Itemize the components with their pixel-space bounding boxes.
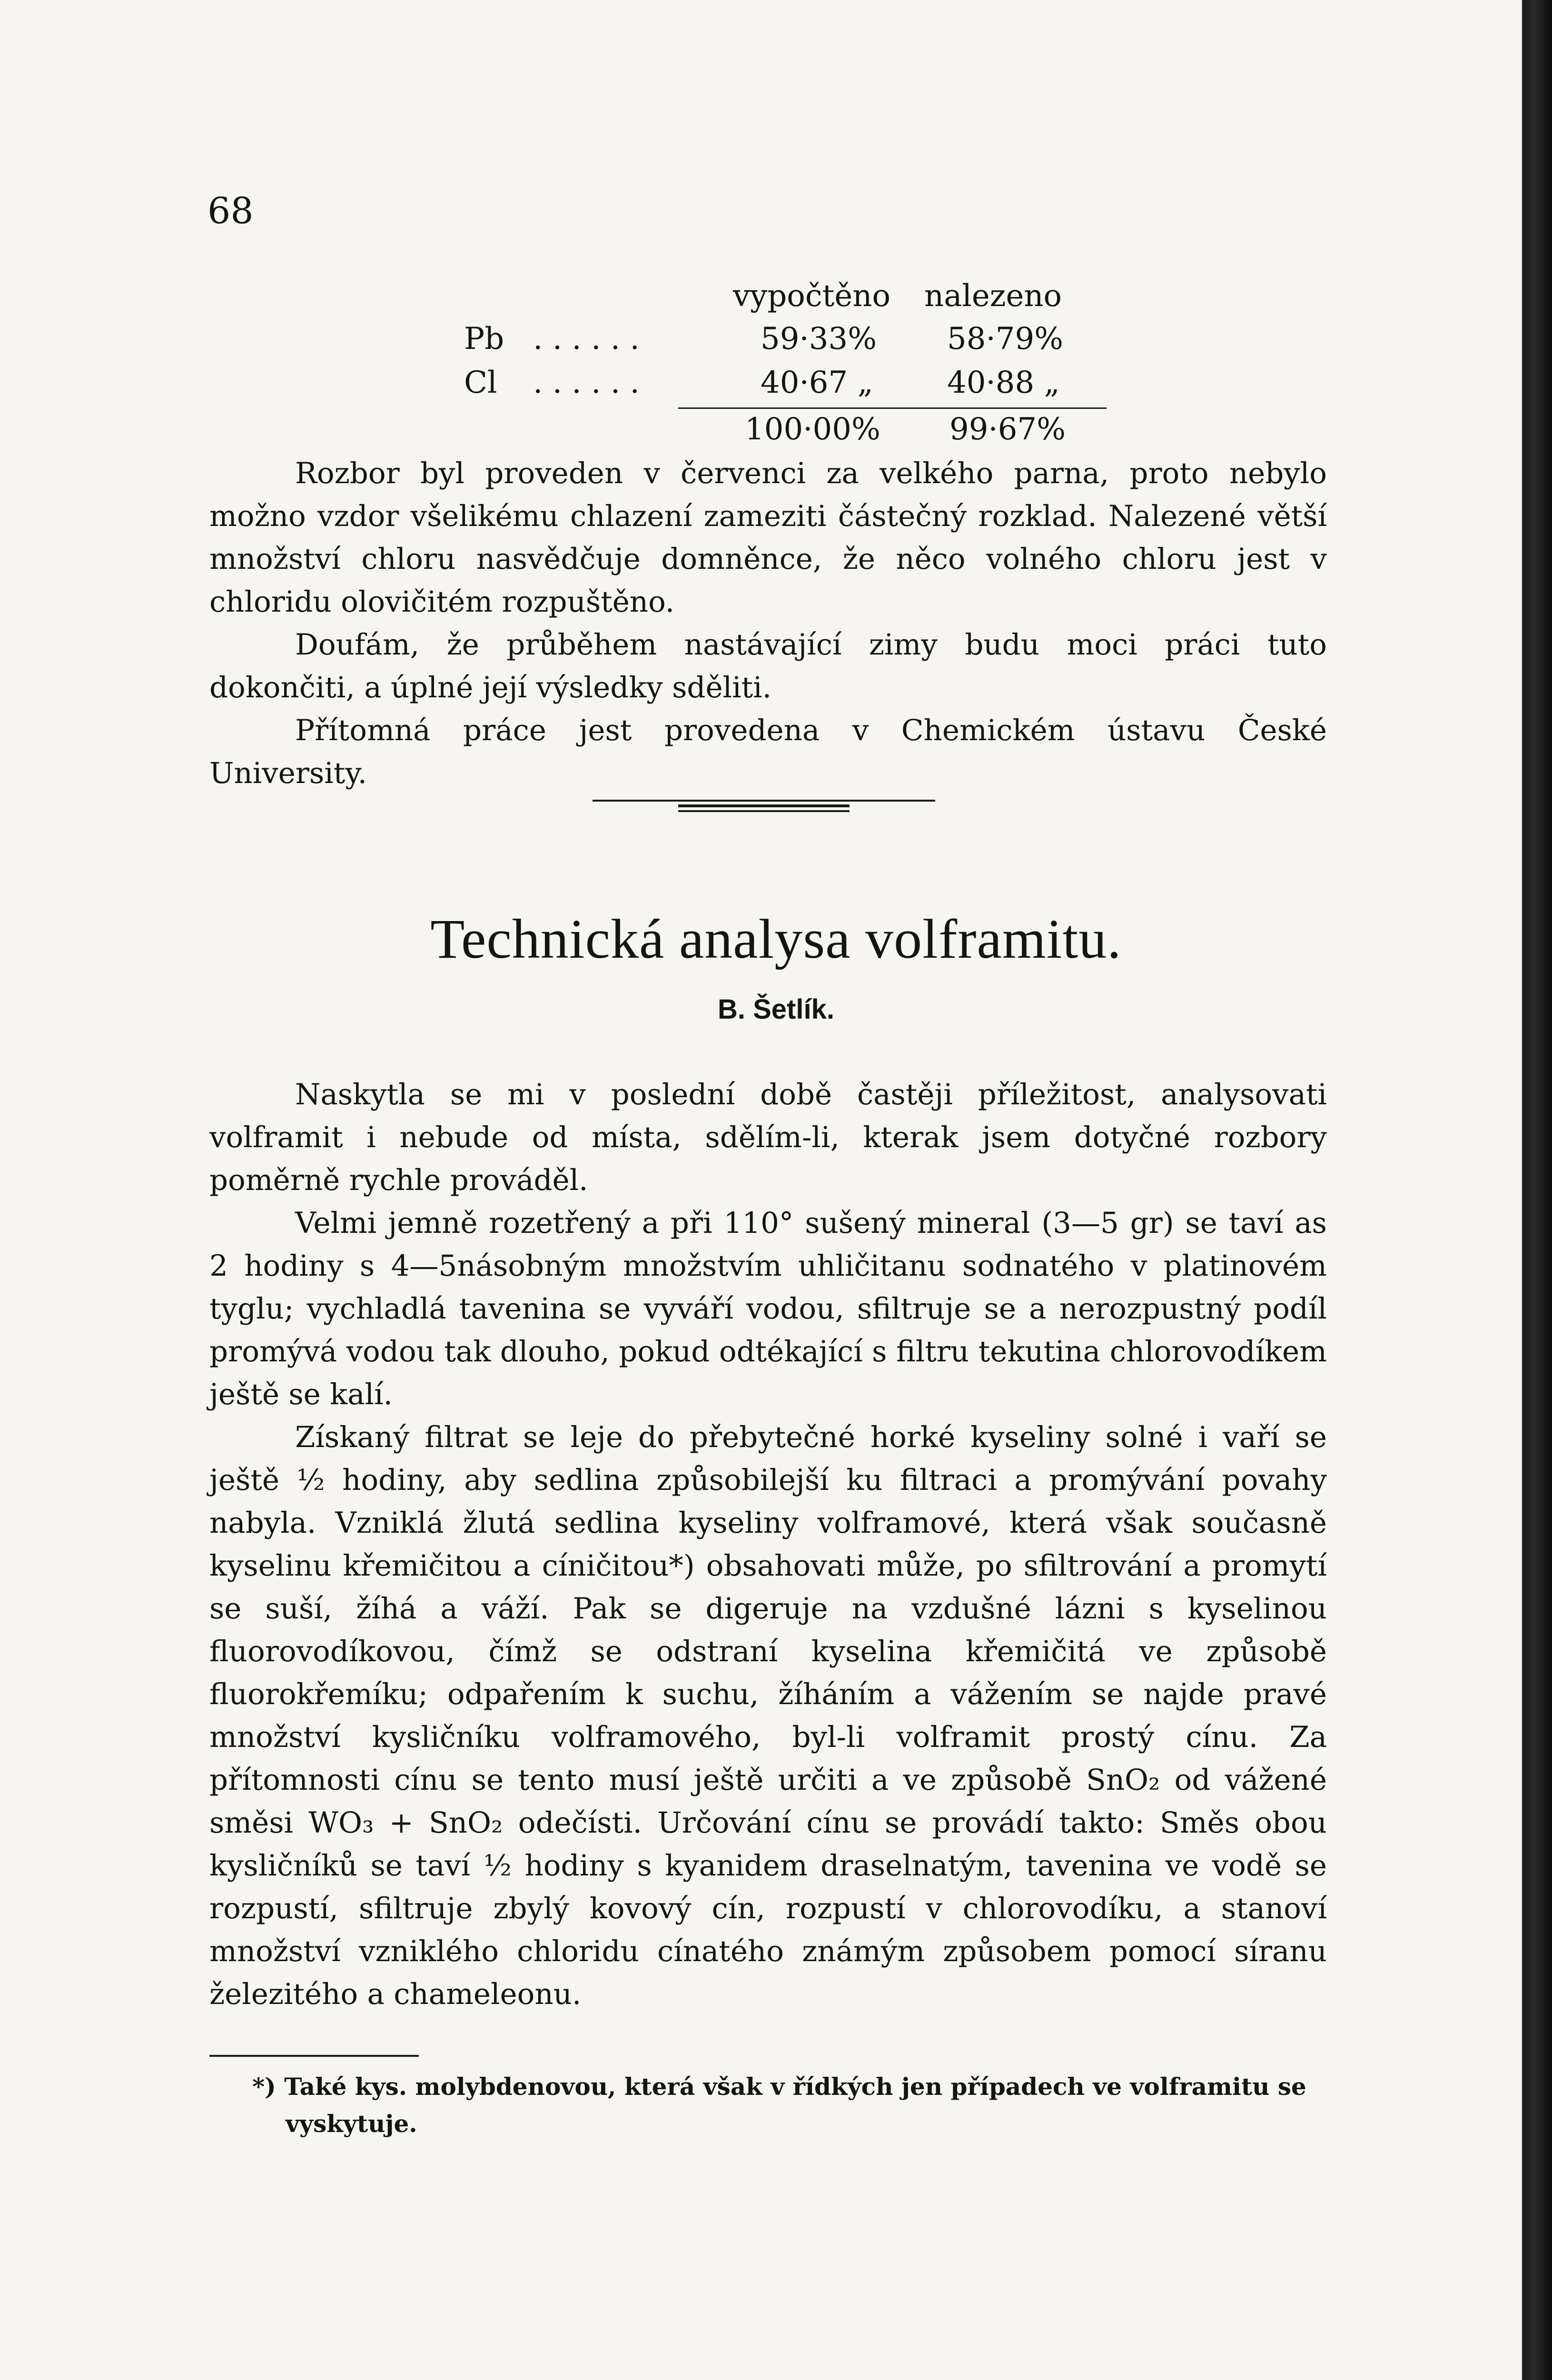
footnote-text: *) Také kys. molybdenovou, která však v řídkých jen případech ve volframitu se vyskytuje. (252, 2073, 1306, 2138)
article-author: B. Šetlík. (718, 994, 834, 1025)
footnote-rule (209, 2055, 419, 2057)
row-calc-pb: 59·33% (761, 321, 877, 357)
row-dots-cl: . . . . . . (533, 365, 640, 400)
row-calc-cl: 40·67 „ (761, 365, 873, 400)
row-found-cl: 40·88 „ (947, 365, 1060, 400)
row-element-pb: Pb (464, 321, 504, 357)
section-divider (593, 796, 935, 815)
total-found: 99·67% (949, 412, 1066, 447)
paragraph: Přítomná práce jest provedena v Chemickém ústavu České University. (209, 714, 1327, 790)
footnote (252, 2068, 1327, 2142)
paragraph: Získaný filtrat se leje do přebytečné horké kyseliny solné i vaří se ještě ½ hodiny, aby sedlina způsobilejší ku filtraci a promývání povahy nabyla. Vzniklá žlutá sedlina kyseliny volframové, která však současně kyselinu křemičitou a cíničitou*) obsahovati může, po sfiltrování a promytí se suší, žíhá a váží. Pak se digeruje na vzdušné lázni s kyselinou fluorovodíkovou, čímž se odstraní kyselina křemičitá ve způsobě fluorokřemíku; odpařením k suchu, žíháním a vážením se najde pravé množství kysličníku volframového, byl-li volframit prostý cínu. Za přítomnosti cínu se tento musí ještě určiti a ve způsobě SnO₂ od vážené směsi WO₃ + SnO₂ odečísti. Určování cínu se provádí takto: Směs obou kysličníků se taví ½ hodiny s kyanidem draselnatým, tavenina ve vodě se rozpustí, sfiltruje zbylý kovový cín, rozpustí v chlorovodíku, a stanoví množství vzniklého chloridu cínatého známým způsobem pomocí síranu železitého a chameleonu. (209, 1420, 1327, 2011)
paragraph: Doufám, že průběhem nastávající zimy budu moci práci tuto dokončiti, a úplné její výsledky sděliti. (209, 628, 1327, 704)
header-calculated: vypočtěno (733, 278, 890, 314)
page-number: 68 (208, 189, 254, 232)
sum-rule (678, 407, 1107, 409)
row-dots-pb: . . . . . . (533, 321, 640, 357)
results-discussion (209, 452, 1327, 795)
paragraph: Rozbor byl proveden v červenci za velkého parna, proto nebylo možno vzdor všelikému chlazení zameziti částečný rozklad. Nalezené větší množství chloru nasvědčuje domněnce, že něco volného chloru jest v chloridu olovičitém rozpuštěno. (209, 456, 1327, 619)
article-title: Technická analysa volframitu. (430, 908, 1122, 970)
page-right-edge (1515, 0, 1552, 2380)
paragraph: Naskytla se mi v poslední době častěji příležitost, analysovati volframit i nebude od místa, sdělím-li, kterak jsem dotyčné rozbory poměrně rychle prováděl. (209, 1078, 1327, 1197)
row-found-pb: 58·79% (947, 321, 1064, 357)
paragraph: Velmi jemně rozetřený a při 110° sušený mineral (3—5 gr) se taví as 2 hodiny s 4—5násobným množstvím uhličitanu sodnatého v platinovém tyglu; vychladlá tavenina se vyváří vodou, sfiltruje se a nerozpustný podíl promývá vodou tak dlouho, pokud odtékající s filtru tekutina chlorovodíkem ještě se kalí. (209, 1206, 1327, 1411)
article-body (209, 1073, 1327, 2016)
row-element-cl: Cl (464, 365, 497, 400)
total-calc: 100·00% (745, 412, 880, 447)
header-found: nalezeno (924, 278, 1062, 314)
